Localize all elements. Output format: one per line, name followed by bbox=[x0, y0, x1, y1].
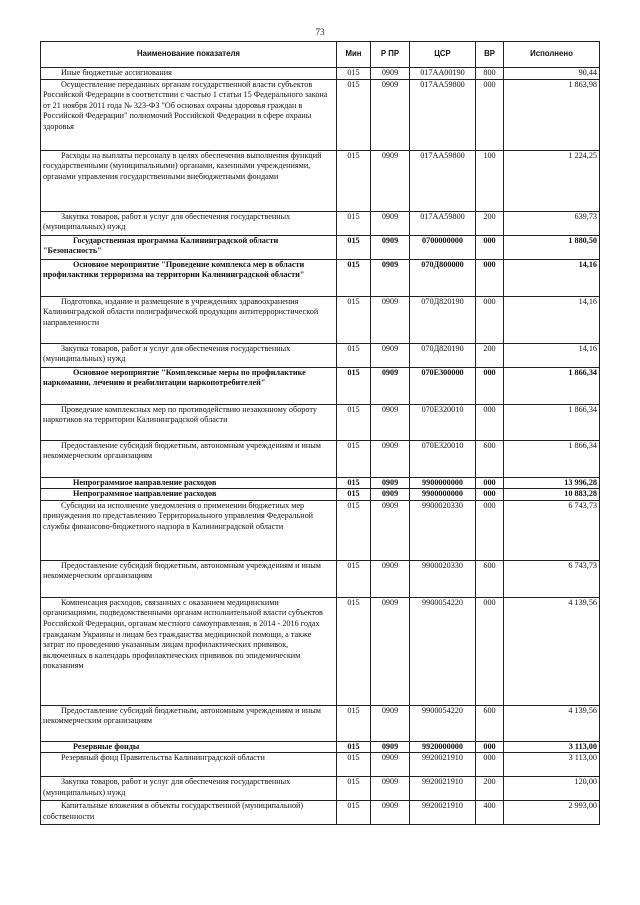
row-rpr-cell: 0909 bbox=[371, 705, 410, 741]
row-vr-cell: 600 bbox=[476, 440, 504, 477]
table-row bbox=[41, 477, 600, 489]
row-min-cell: 015 bbox=[337, 489, 371, 501]
row-csr-cell: 070Е320010 bbox=[410, 404, 476, 440]
table-row bbox=[41, 367, 600, 404]
row-name-cell: Осуществление переданных органам государственной власти субъектов Российской Федерации в соответствии с частью 1 статьи 15 Федерального закона от 21 ноября 2011 года № 323-ФЗ "Об основах охраны здоровья граждан в Российской Федерации" полномочий Российской Федерации в сфере охраны здоровья bbox=[41, 79, 337, 150]
table-header-row bbox=[41, 42, 600, 68]
row-done-cell: 6 743,73 bbox=[504, 560, 600, 597]
row-min-cell: 015 bbox=[337, 150, 371, 211]
header-name: Наименование показателя bbox=[41, 42, 337, 68]
row-csr-cell: 017АА59800 bbox=[410, 211, 476, 235]
table-row bbox=[41, 79, 600, 150]
row-done-cell: 1 224,25 bbox=[504, 150, 600, 211]
header-csr: ЦСР bbox=[410, 42, 476, 68]
row-vr-cell: 600 bbox=[476, 705, 504, 741]
row-csr-cell: 017АА00190 bbox=[410, 68, 476, 80]
row-vr-cell: 100 bbox=[476, 150, 504, 211]
table-row bbox=[41, 560, 600, 597]
row-name-cell: Основное мероприятие "Комплексные меры по профилактике наркомании, лечению и реабилитации наркопотребителей" bbox=[41, 367, 337, 404]
table-row bbox=[41, 753, 600, 777]
row-csr-cell: 9900000000 bbox=[410, 489, 476, 501]
row-rpr-cell: 0909 bbox=[371, 343, 410, 367]
row-rpr-cell: 0909 bbox=[371, 489, 410, 501]
row-done-cell: 1 880,50 bbox=[504, 235, 600, 259]
row-rpr-cell: 0909 bbox=[371, 68, 410, 80]
budget-table bbox=[40, 41, 600, 825]
row-name-cell: Закупка товаров, работ и услуг для обеспечения государственных (муниципальных) нужд bbox=[41, 343, 337, 367]
row-name-cell: Непрограммное направление расходов bbox=[41, 477, 337, 489]
row-rpr-cell: 0909 bbox=[371, 79, 410, 150]
table-row bbox=[41, 235, 600, 259]
row-csr-cell: 9900000000 bbox=[410, 477, 476, 489]
row-min-cell: 015 bbox=[337, 777, 371, 801]
row-csr-cell: 9920021910 bbox=[410, 801, 476, 825]
row-name-cell: Иные бюджетные ассигнования bbox=[41, 68, 337, 80]
row-csr-cell: 9920000000 bbox=[410, 741, 476, 753]
row-min-cell: 015 bbox=[337, 753, 371, 777]
row-rpr-cell: 0909 bbox=[371, 741, 410, 753]
row-done-cell: 14,16 bbox=[504, 296, 600, 343]
row-name-cell: Основное мероприятие "Проведение комплекса мер в области профилактики терроризма на территории Калининградской области" bbox=[41, 259, 337, 296]
row-name-cell: Предоставление субсидий бюджетным, автономным учреждениям и иным некоммерческим организациям bbox=[41, 440, 337, 477]
row-csr-cell: 9900020330 bbox=[410, 560, 476, 597]
row-name-cell: Резервный фонд Правительства Калининградской области bbox=[41, 753, 337, 777]
table-body bbox=[41, 68, 600, 825]
table-row bbox=[41, 500, 600, 560]
row-min-cell: 015 bbox=[337, 211, 371, 235]
header-done: Исполнено bbox=[504, 42, 600, 68]
row-min-cell: 015 bbox=[337, 500, 371, 560]
row-rpr-cell: 0909 bbox=[371, 500, 410, 560]
row-vr-cell: 000 bbox=[476, 235, 504, 259]
row-min-cell: 015 bbox=[337, 801, 371, 825]
row-vr-cell: 000 bbox=[476, 477, 504, 489]
row-rpr-cell: 0909 bbox=[371, 560, 410, 597]
header-min: Мин bbox=[337, 42, 371, 68]
row-min-cell: 015 bbox=[337, 343, 371, 367]
row-rpr-cell: 0909 bbox=[371, 597, 410, 705]
row-done-cell: 120,00 bbox=[504, 777, 600, 801]
row-rpr-cell: 0909 bbox=[371, 259, 410, 296]
row-done-cell: 10 883,28 bbox=[504, 489, 600, 501]
row-name-cell: Закупка товаров, работ и услуг для обеспечения государственных (муниципальных) нужд bbox=[41, 211, 337, 235]
table-row bbox=[41, 801, 600, 825]
row-rpr-cell: 0909 bbox=[371, 211, 410, 235]
row-min-cell: 015 bbox=[337, 560, 371, 597]
row-done-cell: 6 743,73 bbox=[504, 500, 600, 560]
row-done-cell: 1 863,98 bbox=[504, 79, 600, 150]
row-rpr-cell: 0909 bbox=[371, 440, 410, 477]
row-rpr-cell: 0909 bbox=[371, 235, 410, 259]
row-csr-cell: 070Д820190 bbox=[410, 296, 476, 343]
row-rpr-cell: 0909 bbox=[371, 801, 410, 825]
table-row bbox=[41, 150, 600, 211]
table-row bbox=[41, 489, 600, 501]
row-vr-cell: 000 bbox=[476, 367, 504, 404]
row-name-cell: Предоставление субсидий бюджетным, автономным учреждениям и иным некоммерческим организациям bbox=[41, 705, 337, 741]
table-row bbox=[41, 211, 600, 235]
row-rpr-cell: 0909 bbox=[371, 367, 410, 404]
row-done-cell: 3 113,00 bbox=[504, 741, 600, 753]
row-vr-cell: 000 bbox=[476, 597, 504, 705]
row-csr-cell: 070Д820190 bbox=[410, 343, 476, 367]
row-min-cell: 015 bbox=[337, 367, 371, 404]
row-rpr-cell: 0909 bbox=[371, 477, 410, 489]
row-name-cell: Предоставление субсидий бюджетным, автономным учреждениям и иным некоммерческим организациям bbox=[41, 560, 337, 597]
row-csr-cell: 017АА59800 bbox=[410, 79, 476, 150]
row-csr-cell: 9920021910 bbox=[410, 777, 476, 801]
row-vr-cell: 200 bbox=[476, 211, 504, 235]
table-row bbox=[41, 705, 600, 741]
row-vr-cell: 000 bbox=[476, 741, 504, 753]
row-done-cell: 1 866,34 bbox=[504, 404, 600, 440]
row-vr-cell: 400 bbox=[476, 801, 504, 825]
row-vr-cell: 000 bbox=[476, 489, 504, 501]
page-number: 73 bbox=[315, 27, 325, 37]
header-rpr: Р ПР bbox=[371, 42, 410, 68]
row-name-cell: Непрограммное направление расходов bbox=[41, 489, 337, 501]
row-name-cell: Подготовка, издание и размещение в учреждениях здравоохранения Калининградской области полиграфической продукции антитеррористической направленности bbox=[41, 296, 337, 343]
row-name-cell: Проведение комплексных мер по противодействию незаконному обороту наркотиков на территории Калининградской области bbox=[41, 404, 337, 440]
header-vr: ВР bbox=[476, 42, 504, 68]
table-row bbox=[41, 259, 600, 296]
row-done-cell: 14,16 bbox=[504, 343, 600, 367]
row-csr-cell: 9920021910 bbox=[410, 753, 476, 777]
row-min-cell: 015 bbox=[337, 477, 371, 489]
row-rpr-cell: 0909 bbox=[371, 296, 410, 343]
row-min-cell: 015 bbox=[337, 597, 371, 705]
row-done-cell: 1 866,34 bbox=[504, 440, 600, 477]
table-row bbox=[41, 296, 600, 343]
table-row bbox=[41, 597, 600, 705]
row-vr-cell: 000 bbox=[476, 753, 504, 777]
table-row bbox=[41, 343, 600, 367]
row-csr-cell: 017АА59800 bbox=[410, 150, 476, 211]
table-row bbox=[41, 404, 600, 440]
row-min-cell: 015 bbox=[337, 404, 371, 440]
row-done-cell: 14,16 bbox=[504, 259, 600, 296]
row-min-cell: 015 bbox=[337, 296, 371, 343]
row-done-cell: 90,44 bbox=[504, 68, 600, 80]
row-min-cell: 015 bbox=[337, 235, 371, 259]
row-min-cell: 015 bbox=[337, 440, 371, 477]
row-vr-cell: 000 bbox=[476, 500, 504, 560]
row-done-cell: 13 996,28 bbox=[504, 477, 600, 489]
row-name-cell: Капитальные вложения в объекты государственной (муниципальной) собственности bbox=[41, 801, 337, 825]
table-row bbox=[41, 440, 600, 477]
row-done-cell: 2 993,00 bbox=[504, 801, 600, 825]
row-vr-cell: 600 bbox=[476, 560, 504, 597]
row-vr-cell: 200 bbox=[476, 777, 504, 801]
row-min-cell: 015 bbox=[337, 259, 371, 296]
row-done-cell: 1 866,34 bbox=[504, 367, 600, 404]
row-done-cell: 639,73 bbox=[504, 211, 600, 235]
row-csr-cell: 9900054220 bbox=[410, 597, 476, 705]
row-done-cell: 4 139,56 bbox=[504, 705, 600, 741]
row-rpr-cell: 0909 bbox=[371, 404, 410, 440]
row-min-cell: 015 bbox=[337, 79, 371, 150]
row-vr-cell: 000 bbox=[476, 404, 504, 440]
row-vr-cell: 800 bbox=[476, 68, 504, 80]
table-row bbox=[41, 68, 600, 80]
row-name-cell: Резервные фонды bbox=[41, 741, 337, 753]
row-name-cell: Закупка товаров, работ и услуг для обеспечения государственных (муниципальных) нужд bbox=[41, 777, 337, 801]
row-vr-cell: 000 bbox=[476, 79, 504, 150]
row-csr-cell: 9900020330 bbox=[410, 500, 476, 560]
row-name-cell: Расходы на выплаты персоналу в целях обеспечения выполнения функций государственными (муниципальными) органами, казенными учреждениями, органами управления государственными внебюджетными фондами bbox=[41, 150, 337, 211]
row-vr-cell: 000 bbox=[476, 296, 504, 343]
row-min-cell: 015 bbox=[337, 705, 371, 741]
row-name-cell: Компенсация расходов, связанных с оказанием медицинскими организациями, подведомственными органам исполнительной власти субъектов Российской Федерации, органам местного самоуправления, в 2014 - 2016 годах гражданам Украины и лицам без гражданства медицинской помощи, а также затрат по проведению указанным лицам профилактических прививок, включенных в календарь профилактических прививок по эпидемическим показаниям bbox=[41, 597, 337, 705]
row-name-cell: Субсидии на исполнение уведомления о применении бюджетных мер принуждения по представлению Территориального управления Федеральной службы финансово-бюджетного надзора в Калининградской области bbox=[41, 500, 337, 560]
table-row bbox=[41, 777, 600, 801]
row-csr-cell: 070Е300000 bbox=[410, 367, 476, 404]
row-vr-cell: 200 bbox=[476, 343, 504, 367]
table-row bbox=[41, 741, 600, 753]
row-rpr-cell: 0909 bbox=[371, 777, 410, 801]
row-rpr-cell: 0909 bbox=[371, 150, 410, 211]
row-csr-cell: 9900054220 bbox=[410, 705, 476, 741]
row-csr-cell: 070Е320010 bbox=[410, 440, 476, 477]
row-done-cell: 3 113,00 bbox=[504, 753, 600, 777]
row-min-cell: 015 bbox=[337, 741, 371, 753]
row-vr-cell: 000 bbox=[476, 259, 504, 296]
row-csr-cell: 070Д800000 bbox=[410, 259, 476, 296]
row-min-cell: 015 bbox=[337, 68, 371, 80]
row-done-cell: 4 139,56 bbox=[504, 597, 600, 705]
row-csr-cell: 0700000000 bbox=[410, 235, 476, 259]
row-name-cell: Государственная программа Калининградской области "Безопасность" bbox=[41, 235, 337, 259]
row-rpr-cell: 0909 bbox=[371, 753, 410, 777]
